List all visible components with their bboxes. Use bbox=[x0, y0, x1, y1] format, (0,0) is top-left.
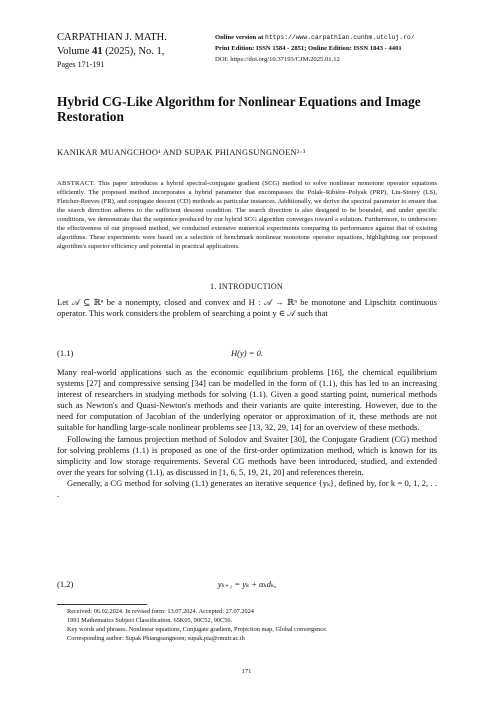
online-version: Online version at https://www.carpathian.cunbm.utcluj.ro/ bbox=[215, 34, 415, 41]
intro-paragraph-3: Following the famous projection method of Solodov and Svaiter [30], the Conjugate Gradient (CG) method for solving problems (1.1) is proposed as one of the first-order optimization method, which is known for its simplicity and low storage requirements. Several CG methods have been introduced, studied, and extended over the years for solving (1.1), as discussed in [1, 6, 5, 19, 21, 20] and references therein. bbox=[57, 433, 437, 477]
doi-link[interactable]: DOI: https://doi.org/10.37193/CJM.2025.01.12 bbox=[215, 56, 340, 64]
footnotes bbox=[67, 607, 437, 643]
intro-paragraph-1: Let 𝒜 ⊆ ℝⁿ be a nonempty, closed and convex and H : 𝒜 → ℝⁿ be monotone and Lipschitz continuous operator. This work considers the problem of searching a point y ∈ 𝒜 such that bbox=[57, 297, 437, 319]
intro-paragraph-2: Many real-world applications such as the economic equilibrium problems [16], the chemical equilibrium systems [27] and compressive sensing [34] can be modelled in the form of (1.1), this has led to an increasing interest of researchers in studying methods for solving (1.1). Given a good starting point, numerical methods such as Newton's and Quasi-Newton's methods and their variants are quite interesting. However, due to the need for computation of Jacobian of the underlying operator or approximation of it, these methods are not suitable for handling large-scale nonlinear problems see [13, 32, 29, 14] for an overview of these methods. bbox=[57, 367, 437, 433]
journal-name: CARPATHIAN J. MATH. bbox=[57, 32, 167, 43]
msc-classification: 1991 Mathematics Subject Classification. 65K05, 90C52, 90C56. bbox=[67, 617, 233, 624]
print-edition: Print Edition: ISSN 1584 - 2851; Online Edition: ISSN 1843 - 4401 bbox=[215, 45, 402, 53]
edition-info bbox=[215, 32, 415, 66]
equation-number: (1.1) bbox=[57, 348, 74, 358]
received-dates: Received: 06.02.2024. In revised form: 13.07.2024. Accepted: 27.07.2024 bbox=[67, 608, 254, 615]
footnote-rule bbox=[57, 604, 147, 605]
paper-title: Hybrid CG-Like Algorithm for Nonlinear Equations and Image Restoration bbox=[57, 94, 421, 124]
equation-expression: H(y) = 0. bbox=[231, 348, 263, 358]
intro-body bbox=[57, 367, 437, 500]
page-number: 171 bbox=[241, 668, 252, 675]
intro-paragraph-4: Generally, a CG method for solving (1.1) generates an iterative sequence {yₖ}, defined by, for k = 0, 1, 2, . . . bbox=[57, 477, 437, 500]
pages-line: Pages 171-191 bbox=[57, 60, 105, 69]
abstract bbox=[57, 179, 437, 251]
equation-expression: yₖ₊₁ = yₖ + αₖdₖ, bbox=[217, 579, 277, 589]
author-line: KANIKAR MUANGCHOO¹ AND SUPAK PHIANGSUNGNOEN²·³ bbox=[57, 148, 306, 157]
section-heading: 1. INTRODUCTION bbox=[210, 282, 283, 291]
keywords: Key words and phrases. Nonlinear equations, Conjugate gradient, Projection map, Global convergence. bbox=[67, 626, 328, 633]
journal-header bbox=[57, 31, 167, 72]
equation-number: (1.2) bbox=[57, 579, 74, 589]
corresponding-author: Corresponding author: Supak Phiangsungnoen; supak.pia@rmutr.ac.th bbox=[67, 635, 245, 642]
abstract-label: ABSTRACT. bbox=[57, 180, 96, 187]
abstract-text: This paper introduces a hybrid spectral-conjugate gradient (SCG) method to solve nonlinear monotone operator equations efficiently. The proposed method incorporates a hybrid parameter that encompasses the Polak–Ribière–Polyak (PRP), Liu-Storey (LS), Fletcher-Reeves (FR), and conjugate descent (CD) methods as particular instances. Additionally, we derive the spectral parameter to ensure that the search direction adheres to the sufficient descent condition. The search direction is also designed to be bounded, and under specific conditions, we demonstrate that the sequence produced by our hybrid SCG algorithm converges toward a solution. Furthermore, to underscore the effectiveness of our proposed method, we conducted extensive numerical experiments comparing its performance against that of existing algorithms. These experiments were based on a selection of benchmark nonlinear monotone operator equations, highlighting our proposed algorithm's superior efficiency and potential in practical applications. bbox=[57, 180, 437, 251]
volume-line: Volume 41 (2025), No. 1, bbox=[57, 45, 165, 57]
journal-url-link[interactable]: https://www.carpathian.cunbm.utcluj.ro/ bbox=[265, 34, 415, 41]
